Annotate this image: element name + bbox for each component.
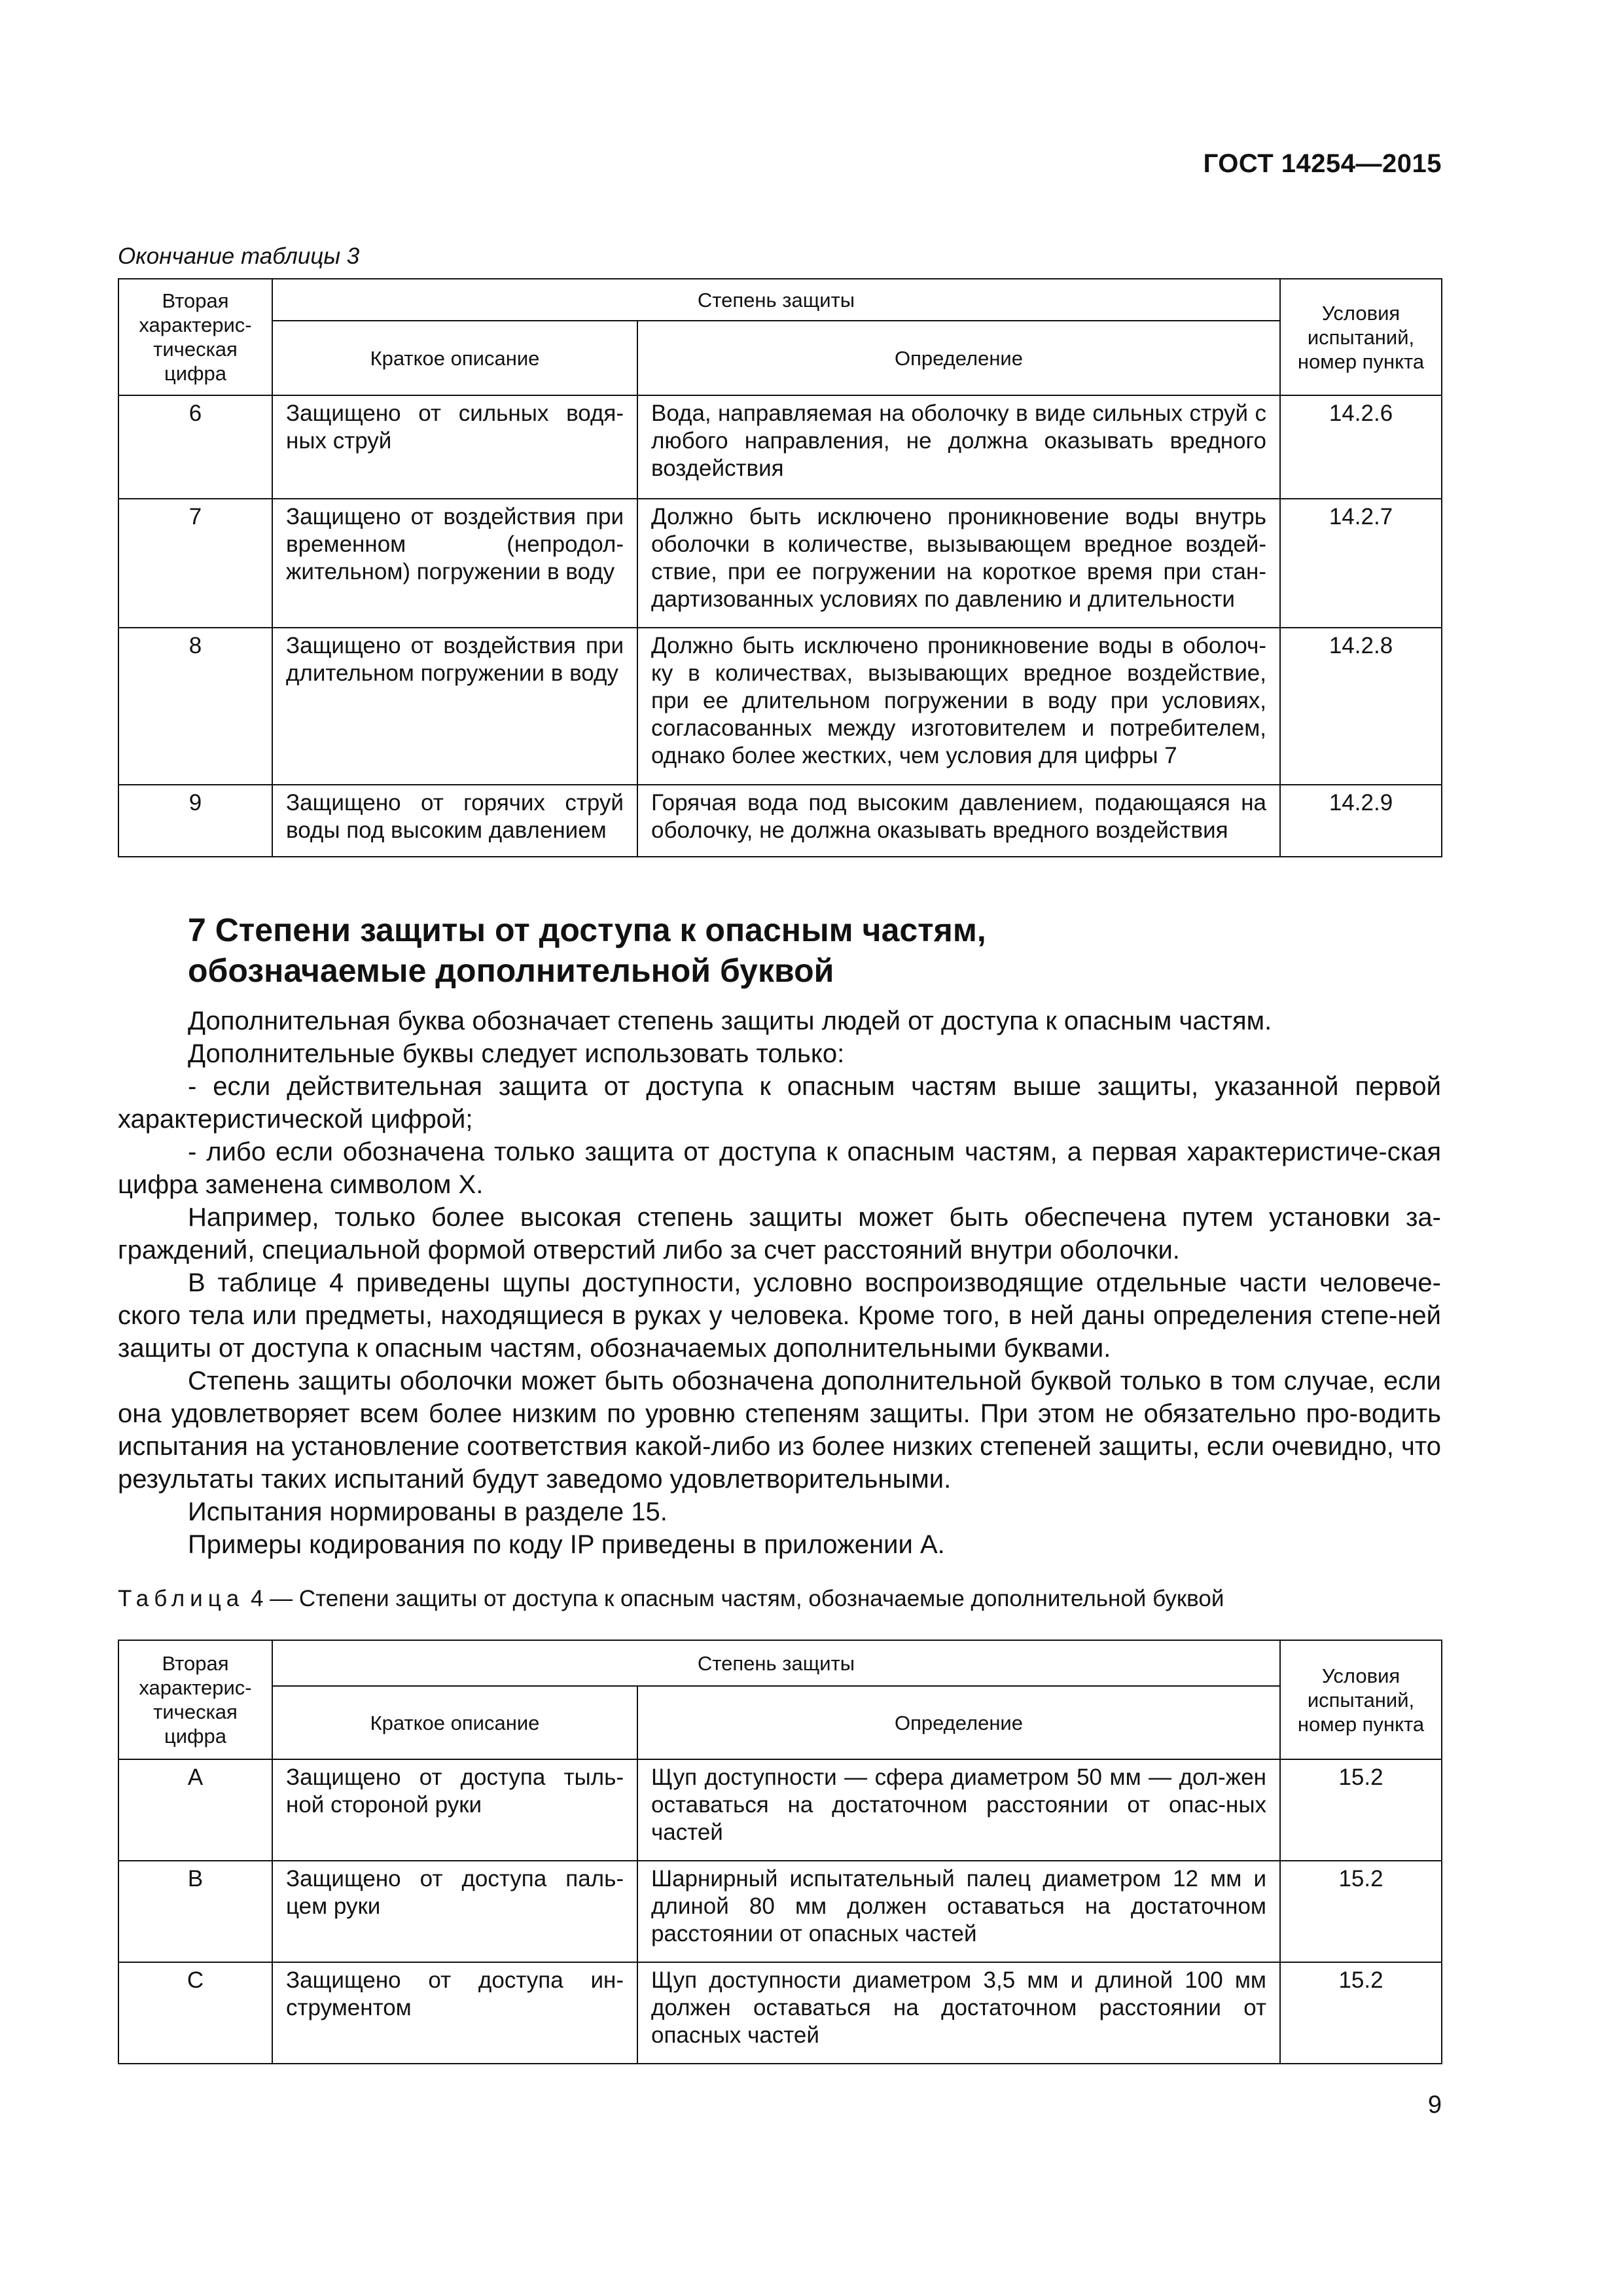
cell-short: Защищено от доступа тыль-ной стороной руки (272, 1759, 637, 1861)
table-4-caption (118, 1586, 1224, 1612)
header-degree: Степень защиты (272, 279, 1280, 321)
paragraph: В таблице 4 приведены щупы доступности, условно воспроизводящие отдельные части человече-ского тела или предметы, находящиеся в руках у человека. Кроме того, в ней даны определения степе-ней защиты от доступа к опасным частям, обозначаемых дополнительными буквами. (118, 1268, 1441, 1363)
paragraph: Дополнительная буква обозначает степень защиты людей от доступа к опасным частям. (188, 1007, 1272, 1035)
cell-digit: 6 (118, 395, 272, 499)
section-7-title-line1: 7 Степени защиты от доступа к опасным частям, (188, 912, 986, 948)
table-4-caption-text: 4 — Степени защиты от доступа к опасным частям, обозначаемые дополнительной буквой (244, 1586, 1224, 1611)
header-short-description: Краткое описание (272, 1686, 637, 1759)
table-row (118, 1962, 1442, 2064)
cell-short: Защищено от доступа паль-цем руки (272, 1861, 637, 1962)
cell-definition: Должно быть исключено проникновение воды в оболоч-ку в количествах, вызывающих вредное воздействие, при ее длительном погружении в воду при условиях, согласованных между изготовителем и потребителем, однако более жестких, чем условия для цифры 7 (637, 628, 1280, 785)
table-4-caption-word: Таблица (118, 1586, 245, 1611)
paragraph: Испытания нормированы в разделе 15. (188, 1498, 668, 1526)
cell-clause: 15.2 (1280, 1759, 1442, 1861)
table-row (118, 1759, 1442, 1861)
table-row (118, 628, 1442, 785)
table-row (118, 785, 1442, 857)
cell-definition: Щуп доступности диаметром 3,5 мм и длиной 100 мм должен оставаться на достаточном расстоянии от опасных частей (637, 1962, 1280, 2064)
cell-definition: Шарнирный испытательный палец диаметром 12 мм и длиной 80 мм должен оставаться на достаточном расстоянии от опасных частей (637, 1861, 1280, 1962)
cell-short: Защищено от воздействия при длительном погружении в воду (272, 628, 637, 785)
page-number: 9 (1427, 2091, 1442, 2119)
header-short-description: Краткое описание (272, 321, 637, 395)
cell-clause: 14.2.6 (1280, 395, 1442, 499)
cell-digit: В (118, 1861, 272, 1962)
cell-digit: 7 (118, 499, 272, 628)
section-7-body (118, 1005, 1441, 1561)
cell-definition: Вода, направляемая на оболочку в виде сильных струй с любого направления, не должна оказывать вредного воздействия (637, 395, 1280, 499)
list-item: - либо если обозначена только защита от доступа к опасным частям, а первая характеристиче-ская цифра заменена символом X. (118, 1138, 1441, 1199)
cell-clause: 14.2.9 (1280, 785, 1442, 857)
cell-definition: Щуп доступности — сфера диаметром 50 мм — дол-жен оставаться на достаточном расстоянии от опас-ных частей (637, 1759, 1280, 1861)
cell-short: Защищено от сильных водя-ных струй (272, 395, 637, 499)
table-row (118, 499, 1442, 628)
cell-short: Защищено от доступа ин-струментом (272, 1962, 637, 2064)
cell-digit: 8 (118, 628, 272, 785)
paragraph: Дополнительные буквы следует использовать только: (188, 1039, 845, 1068)
cell-digit: С (118, 1962, 272, 2064)
table-row (118, 395, 1442, 499)
section-7-title-line2: обозначаемые дополнительной буквой (188, 952, 834, 989)
document-id: ГОСТ 14254—2015 (1203, 149, 1442, 178)
table-3-caption: Окончание таблицы 3 (118, 243, 360, 269)
cell-definition: Должно быть исключено проникновение воды внутрь оболочки в количестве, вызывающем вредное воздей-ствие, при ее погружении на короткое время при стан-дартизованных условиях по давлению и длительности (637, 499, 1280, 628)
cell-short: Защищено от горячих струй воды под высоким давлением (272, 785, 637, 857)
cell-clause: 15.2 (1280, 1962, 1442, 2064)
paragraph: Например, только более высокая степень защиты может быть обеспечена путем установки за-граждений, специальной формой отверстий либо за счет расстояний внутри оболочки. (118, 1203, 1441, 1265)
cell-digit: А (118, 1759, 272, 1861)
table-row (118, 1861, 1442, 1962)
header-degree: Степень защиты (272, 1640, 1280, 1686)
header-definition: Определение (637, 321, 1280, 395)
table-4 (118, 1640, 1442, 2064)
list-item: - если действительная защита от доступа к опасным частям выше защиты, указанной первой характеристической цифрой; (118, 1072, 1441, 1134)
header-digit: Вторая характерис-тическая цифра (118, 279, 272, 395)
header-digit: Вторая характерис-тическая цифра (118, 1640, 272, 1759)
paragraph: Примеры кодирования по коду IP приведены в приложении А. (188, 1530, 945, 1559)
cell-clause: 14.2.7 (1280, 499, 1442, 628)
cell-digit: 9 (118, 785, 272, 857)
cell-clause: 14.2.8 (1280, 628, 1442, 785)
paragraph: Степень защиты оболочки может быть обозначена дополнительной буквой только в том случае, если она удовлетворяет всем более низким по уровню степеням защиты. При этом не обязательно про-водить испытания на установление соответствия какой-либо из более низких степеней защиты, если очевидно, что результаты таких испытаний будут заведомо удовлетворительными. (118, 1367, 1441, 1494)
header-conditions: Условия испытаний, номер пункта (1280, 279, 1442, 395)
header-conditions: Условия испытаний, номер пункта (1280, 1640, 1442, 1759)
section-7-title (188, 910, 1366, 991)
cell-short: Защищено от воздействия при временном (непродол-жительном) погружении в воду (272, 499, 637, 628)
cell-clause: 15.2 (1280, 1861, 1442, 1962)
header-definition: Определение (637, 1686, 1280, 1759)
cell-definition: Горячая вода под высоким давлением, подающаяся на оболочку, не должна оказывать вредного воздействия (637, 785, 1280, 857)
table-3 (118, 278, 1442, 857)
